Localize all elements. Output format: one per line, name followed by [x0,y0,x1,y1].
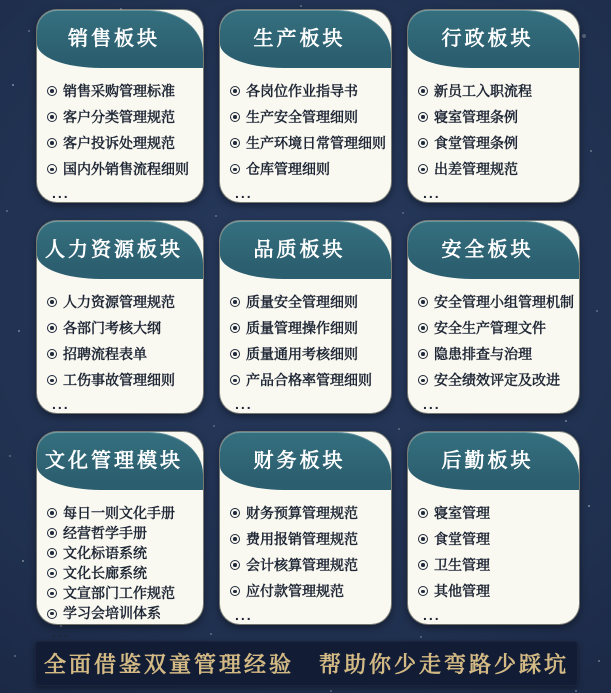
list-item-label: 应付款管理规范 [246,583,344,600]
list-item-label: 出差管理规范 [434,161,518,178]
list-item [418,557,574,573]
list-item-label: 安全绩效评定及改进 [434,372,560,389]
bullet-icon [418,138,428,148]
bullet-icon [230,297,240,307]
bullet-icon [230,508,240,518]
card-production-list [220,68,391,213]
ellipsis: ... [235,607,253,624]
bullet-icon [418,323,428,333]
list-item [230,557,386,573]
card-culture-list [37,490,203,646]
list-item [230,531,386,547]
list-item [230,161,386,177]
list-item [230,109,386,125]
bullet-icon [418,560,428,570]
bullet-icon [418,164,428,174]
list-item-label: 寝室管理条例 [434,109,518,126]
ellipsis: ... [52,396,70,413]
list-item [47,525,198,541]
list-item [47,161,198,177]
list-item [230,320,386,336]
bullet-icon [418,375,428,385]
list-item [47,346,198,362]
card-finance [220,432,391,624]
list-item [47,83,198,99]
list-item [418,372,574,388]
card-admin [408,10,579,202]
bullet-icon [47,138,57,148]
list-item-label: 生产安全管理细则 [246,109,358,126]
list-item [47,545,198,561]
card-finance-list [220,490,391,635]
card-safety-title: 安全板块 [408,221,579,279]
list-item-label: 销售采购管理标准 [63,83,175,99]
list-item [230,583,386,599]
list-item-label: 质量管理操作细则 [246,320,358,337]
list-item-label: 质量安全管理细则 [246,294,358,310]
bottom-banner [35,641,578,686]
bullet-icon [418,112,428,122]
list-item [418,505,574,521]
list-item [47,565,198,581]
list-item-label: 隐患排查与治理 [434,346,532,363]
list-item [230,372,386,388]
ellipsis: ... [423,607,441,624]
list-item [418,320,574,336]
bullet-icon [47,588,57,598]
list-item-label: 招聘流程表单 [63,346,147,363]
bullet-icon [47,323,57,333]
ellipsis: ... [235,396,253,413]
list-item-label: 国内外销售流程细则 [63,161,189,178]
card-culture-title: 文化管理模块 [37,432,203,490]
list-item-label: 人力资源管理规范 [63,294,175,310]
list-item [418,346,574,362]
list-item-label: 新员工入职流程 [434,83,532,99]
card-logistics-title: 后勤板块 [408,432,579,490]
list-item [418,135,574,151]
list-item-label: 会计核算管理规范 [246,557,358,574]
list-item-label: 寝室管理 [434,505,490,521]
list-item-label: 每日一则文化手册 [63,505,175,521]
ellipsis: ... [52,185,70,202]
card-grid [37,10,579,640]
bullet-icon [47,375,57,385]
ellipsis: ... [423,185,441,202]
card-production-title: 生产板块 [220,10,391,68]
list-item-label: 各部门考核大纲 [63,320,161,337]
list-item-label: 客户分类管理规范 [63,109,175,126]
list-item-label: 文宣部门工作规范 [63,585,175,602]
bullet-icon [230,138,240,148]
card-sales-list [37,68,203,213]
list-item [47,109,198,125]
card-quality-list [220,279,391,424]
list-item [230,135,386,151]
list-item-label: 文化长廊系统 [63,565,147,582]
list-item-label: 工伤事故管理细则 [63,372,175,389]
bullet-icon [47,86,57,96]
ellipsis: ... [235,185,253,202]
bullet-icon [230,375,240,385]
card-sales-title: 销售板块 [37,10,203,68]
bullet-icon [230,349,240,359]
list-item [230,505,386,521]
card-logistics-list [408,490,579,635]
list-item-label: 食堂管理 [434,531,490,548]
card-hr [37,221,203,413]
list-item [418,109,574,125]
bullet-icon [47,568,57,578]
list-item [230,346,386,362]
list-item [47,320,198,336]
list-item-label: 其他管理 [434,583,490,600]
card-quality [220,221,391,413]
list-item [47,135,198,151]
bullet-icon [230,86,240,96]
bullet-icon [418,86,428,96]
list-item [47,505,198,521]
bullet-icon [47,297,57,307]
bullet-icon [47,164,57,174]
bullet-icon [418,349,428,359]
bullet-icon [230,323,240,333]
list-item [418,161,574,177]
list-item-label: 食堂管理条例 [434,135,518,152]
card-admin-title: 行政板块 [408,10,579,68]
list-item [230,83,386,99]
bullet-icon [47,349,57,359]
bullet-icon [47,508,57,518]
list-item-label: 客户投诉处理规范 [63,135,175,152]
bullet-icon [230,586,240,596]
list-item [47,294,198,310]
card-safety [408,221,579,413]
ellipsis: ... [423,396,441,413]
card-safety-list [408,279,579,424]
card-hr-list [37,279,203,424]
card-sales [37,10,203,202]
list-item [230,294,386,310]
card-production [220,10,391,202]
card-culture [37,432,203,640]
list-item [47,372,198,388]
list-item-label: 各岗位作业指导书 [246,83,358,99]
bottom-banner-text: 全面借鉴双童管理经验 帮助你少走弯路少踩坑 [43,652,569,677]
list-item [418,294,574,310]
list-item-label: 生产环境日常管理细则 [246,135,386,152]
list-item [47,585,198,601]
card-hr-title: 人力资源板块 [37,221,203,279]
bullet-icon [418,586,428,596]
card-admin-list [408,68,579,213]
bullet-icon [230,112,240,122]
bullet-icon [47,528,57,538]
list-item [47,605,198,621]
bullet-icon [418,508,428,518]
list-item-label: 费用报销管理规范 [246,531,358,548]
list-item-label: 财务预算管理规范 [246,505,358,521]
card-quality-title: 品质板块 [220,221,391,279]
bullet-icon [418,297,428,307]
list-item-label: 学习会培训体系 [63,605,161,622]
bullet-icon [47,112,57,122]
list-item [418,531,574,547]
list-item-label: 质量通用考核细则 [246,346,358,363]
list-item-label: 安全生产管理文件 [434,320,546,337]
list-item-label: 产品合格率管理细则 [246,372,372,389]
bullet-icon [418,534,428,544]
card-finance-title: 财务板块 [220,432,391,490]
bullet-icon [47,548,57,558]
bullet-icon [230,534,240,544]
list-item-label: 仓库管理细则 [246,161,330,178]
stars-decoration [0,0,2,2]
list-item-label: 卫生管理 [434,557,490,574]
card-logistics [408,432,579,624]
list-item-label: 文化标语系统 [63,545,147,562]
list-item-label: 安全管理小组管理机制 [434,294,574,310]
list-item [418,583,574,599]
ellipsis: ... [52,623,70,640]
list-item-label: 经营哲学手册 [63,525,147,542]
bullet-icon [230,164,240,174]
bullet-icon [47,609,57,619]
list-item [418,83,574,99]
bullet-icon [230,560,240,570]
